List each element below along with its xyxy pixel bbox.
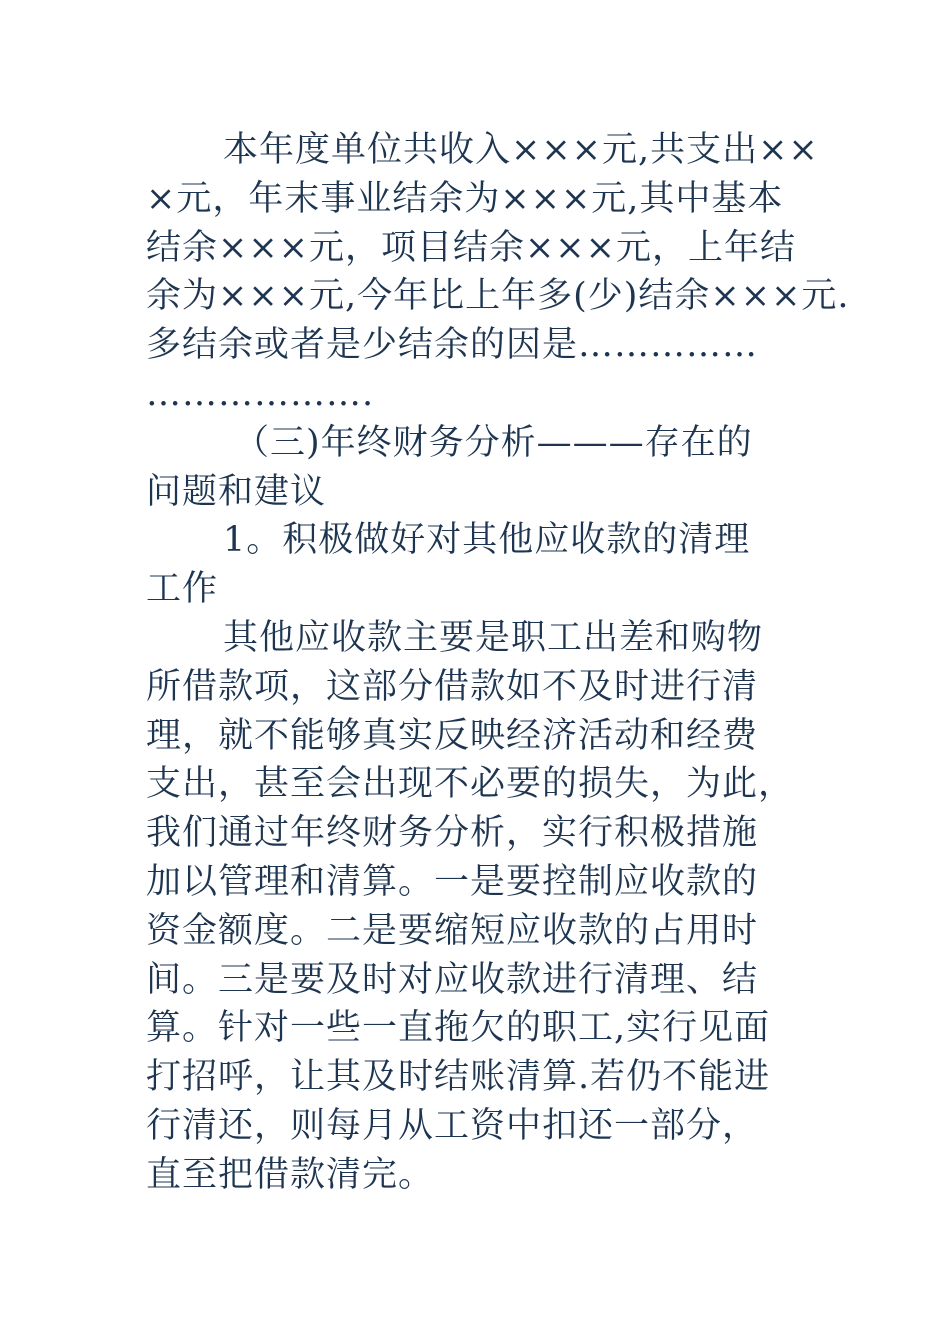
paragraph-2-line-3: 理，就不能够真实反映经济活动和经费 — [146, 715, 759, 756]
subheading-line-2: 工作 — [146, 569, 219, 610]
paragraph-1-line-1: 本年度单位共收入×××元,共支出×× — [223, 130, 819, 170]
section-heading-line-2: 问题和建议 — [146, 471, 327, 512]
subheading-line-1: 1。积极做好对其他应收款的清理 — [223, 520, 751, 561]
paragraph-1-line-3: 结余×××元，项目结余×××元，上年结 — [146, 227, 796, 268]
document-body — [146, 126, 850, 1200]
paragraph-2-line-5: 我们通过年终财务分析，实行积极措施 — [146, 813, 759, 854]
paragraph-2-line-6: 加以管理和清算。一是要控制应收款的 — [146, 861, 759, 902]
section-heading-line-1: （三)年终财务分析———存在的 — [234, 422, 753, 463]
paragraph-2-line-10: 打招呼，让其及时结账清算.若仍不能进 — [146, 1057, 771, 1098]
paragraph-2-line-7: 资金额度。二是要缩短应收款的占用时 — [146, 910, 759, 951]
paragraph-2-line-11: 行清还，则每月从工资中扣还一部分， — [146, 1105, 759, 1146]
paragraph-2-line-4: 支出，甚至会出现不必要的损失，为此， — [146, 764, 795, 805]
paragraph-2-line-9: 算。针对一些一直拖欠的职工,实行见面 — [146, 1008, 771, 1049]
paragraph-2-line-1: 其他应收款主要是职工出差和购物 — [223, 617, 764, 658]
paragraph-2-line-12: 直至把借款清完。 — [146, 1154, 435, 1195]
paragraph-2-line-2: 所借款项，这部分借款如不及时进行清 — [146, 666, 759, 707]
paragraph-1-line-2: ×元，年末事业结余为×××元,其中基本 — [146, 178, 784, 219]
paragraph-1-line-5: 多结余或者是少结余的因是…………… — [146, 325, 759, 366]
paragraph-1-line-4: 余为×××元,今年比上年多(少)结余×××元. — [146, 276, 850, 317]
paragraph-1-line-6: ………………. — [146, 373, 375, 414]
paragraph-2-line-8: 间。三是要及时对应收款进行清理、结 — [146, 959, 759, 1000]
